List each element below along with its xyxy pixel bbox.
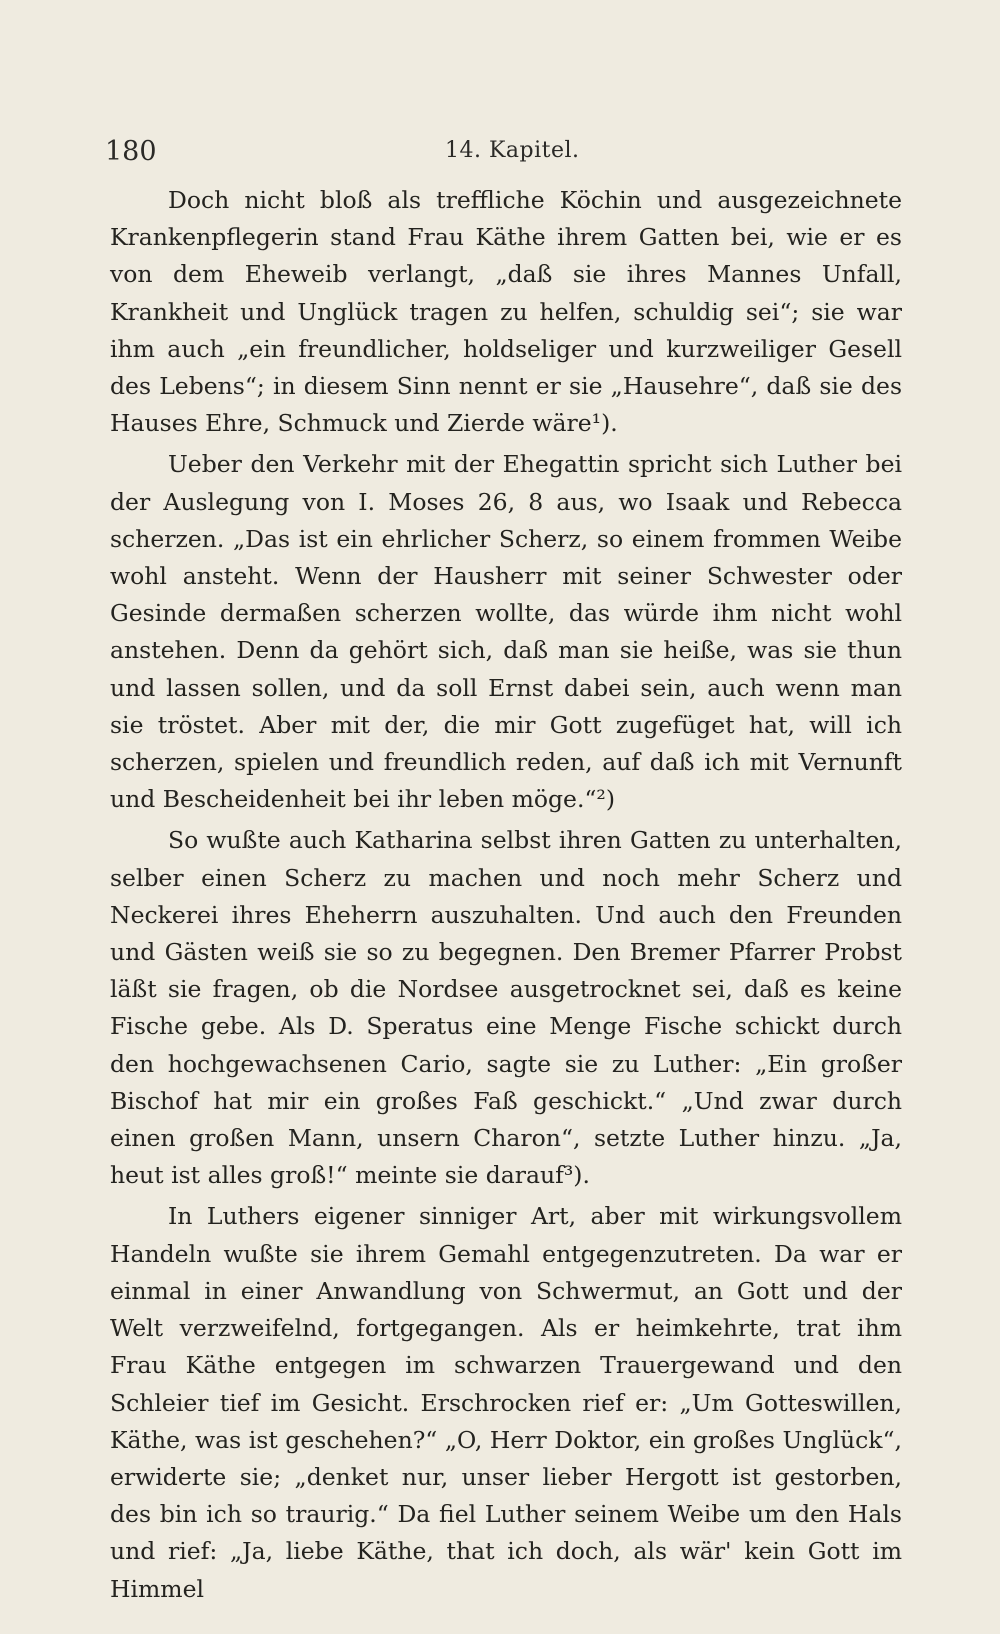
paragraph-2: Ueber den Verkehr mit der Ehegattin spricht sich Luther bei der Auslegung von I. Moses 26, 8 aus, wo Isaak und Rebecca scherzen. „Das ist ein ehrlicher Scherz, so einem frommen Weibe wohl ansteht. Wenn der Hausherr mit seiner Schwester oder Gesinde dermaßen scherzen wollte, das würde ihm nicht wohl anstehen. Denn da gehört sich, daß man sie heiße, was sie thun und lassen sollen, und da soll Ernst dabei sein, auch wenn man sie tröstet. Aber mit der, die mir Gott zugefüget hat, will ich scherzen, spielen und freundlich reden, auf daß ich mit Vernunft und Bescheidenheit bei ihr leben möge.“²) bbox=[110, 450, 902, 814]
chapter-title: 14. Kapitel. bbox=[445, 138, 580, 163]
paragraph-4: In Luthers eigener sinniger Art, aber mit wirkungsvollem Handeln wußte sie ihrem Gemahl entgegenzutreten. Da war er einmal in einer Anwandlung von Schwermut, an Gott und der Welt verzweifelnd, fortgegangen. Als er heimkehrte, trat ihm Frau Käthe entgegen im schwarzen Trauergewand und den Schleier tief im Gesicht. Erschrocken rief er: „Um Gotteswillen, Käthe, was ist geschehen?“ „O, Herr Doktor, ein großes Unglück“, erwiderte sie; „denket nur, unser lieber Hergott ist gestorben, des bin ich so traurig.“ Da fiel Luther seinem Weibe um den Hals und rief: „Ja, liebe Käthe, that ich doch, als wär' kein Gott im Himmel bbox=[110, 1202, 902, 1603]
body-text bbox=[110, 182, 902, 1608]
running-head bbox=[105, 136, 905, 176]
paragraph-3: So wußte auch Katharina selbst ihren Gatten zu unterhalten, selber einen Scherz zu machen und noch mehr Scherz und Neckerei ihres Eheherrn auszuhalten. Und auch den Freunden und Gästen weiß sie so zu begegnen. Den Bremer Pfarrer Probst läßt sie fragen, ob die Nordsee ausgetrocknet sei, daß es keine Fische gebe. Als D. Speratus eine Menge Fische schickt durch den hochgewachsenen Cario, sagte sie zu Luther: „Ein großer Bischof hat mir ein großes Faß geschickt.“ „Und zwar durch einen großen Mann, unsern Charon“, setzte Luther hinzu. „Ja, heut ist alles groß!“ meinte sie darauf³). bbox=[110, 826, 902, 1190]
paragraph-1: Doch nicht bloß als treffliche Köchin und ausgezeichnete Krankenpflegerin stand Frau Käthe ihrem Gatten bei, wie er es von dem Eheweib verlangt, „daß sie ihres Mannes Unfall, Krankheit und Unglück tragen zu helfen, schuldig sei“; sie war ihm auch „ein freundlicher, holdseliger und kurzweiliger Gesell des Lebens“; in diesem Sinn nennt er sie „Hausehre“, daß sie des Hauses Ehre, Schmuck und Zierde wäre¹). bbox=[110, 186, 902, 438]
page-number: 180 bbox=[105, 136, 157, 167]
